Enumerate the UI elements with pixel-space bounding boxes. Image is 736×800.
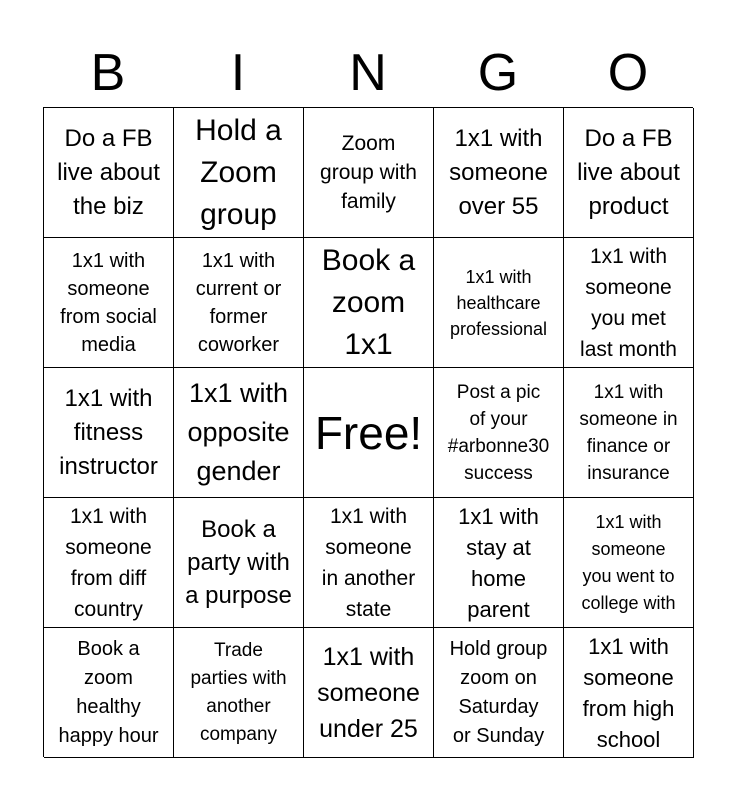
cell-text: Do a FB live about product (577, 124, 680, 220)
header-letter-i: I (230, 44, 246, 102)
bingo-cell[interactable] (174, 498, 304, 628)
bingo-cell[interactable] (44, 368, 174, 498)
cell-text: Post a pic of your #arbonne30 success (447, 381, 550, 484)
cell-text: 1x1 with someone in another state (321, 504, 416, 621)
bingo-cell[interactable] (44, 498, 174, 628)
cell-text: Free! (314, 406, 423, 459)
cell-text: Do a FB live about the biz (57, 124, 160, 220)
bingo-cell[interactable] (44, 108, 174, 238)
bingo-cell[interactable] (564, 368, 694, 498)
bingo-cell[interactable] (434, 628, 564, 758)
header-letter-b: B (90, 44, 126, 102)
bingo-cell[interactable] (174, 368, 304, 498)
bingo-cell[interactable] (564, 108, 694, 238)
bingo-cell[interactable] (304, 108, 434, 238)
cell-text: 1x1 with fitness instructor (59, 384, 158, 480)
cell-text: 1x1 with stay at home parent (458, 503, 539, 622)
cell-text: Book a zoom healthy happy hour (58, 637, 159, 747)
free-space[interactable] (304, 368, 434, 498)
cell-text: Book a zoom 1x1 (321, 243, 416, 361)
header-letter-o: O (607, 44, 649, 102)
bingo-header (43, 40, 693, 106)
cell-text: 1x1 with someone over 55 (449, 124, 548, 220)
cell-text: 1x1 with someone from high school (582, 633, 675, 752)
bingo-cell[interactable] (174, 238, 304, 368)
bingo-cell[interactable] (434, 368, 564, 498)
bingo-cell[interactable] (434, 108, 564, 238)
bingo-cell[interactable] (304, 628, 434, 758)
cell-text: 1x1 with opposite gender (187, 378, 290, 486)
cell-text: Book a party with a purpose (185, 516, 292, 609)
cell-text: 1x1 with someone under 25 (317, 642, 420, 743)
bingo-cell[interactable] (304, 238, 434, 368)
header-letter-g: G (477, 44, 519, 102)
cell-text: 1x1 with someone in finance or insurance (579, 381, 678, 484)
bingo-grid (43, 107, 693, 757)
cell-text: 1x1 with someone from social media (60, 249, 157, 356)
cell-text: 1x1 with someone from diff country (65, 504, 152, 621)
cell-text: Trade parties with another company (190, 639, 287, 745)
cell-text: 1x1 with someone you went to college with (581, 511, 676, 613)
bingo-cell[interactable] (564, 238, 694, 368)
bingo-cell[interactable] (174, 108, 304, 238)
cell-text: Zoom group with family (320, 132, 417, 213)
bingo-cell[interactable] (564, 628, 694, 758)
cell-text: 1x1 with someone you met last month (580, 244, 677, 361)
bingo-cell[interactable] (174, 628, 304, 758)
bingo-cell[interactable] (44, 238, 174, 368)
cell-text: Hold a Zoom group (195, 113, 282, 231)
bingo-cell[interactable] (564, 498, 694, 628)
cell-text: 1x1 with healthcare professional (449, 266, 548, 339)
bingo-cell[interactable] (434, 238, 564, 368)
cell-text: 1x1 with current or former coworker (195, 249, 282, 356)
header-letter-n: N (349, 44, 387, 102)
bingo-cell[interactable] (304, 498, 434, 628)
cell-text: Hold group zoom on Saturday or Sunday (449, 637, 548, 747)
bingo-cell[interactable] (434, 498, 564, 628)
bingo-cell[interactable] (44, 628, 174, 758)
